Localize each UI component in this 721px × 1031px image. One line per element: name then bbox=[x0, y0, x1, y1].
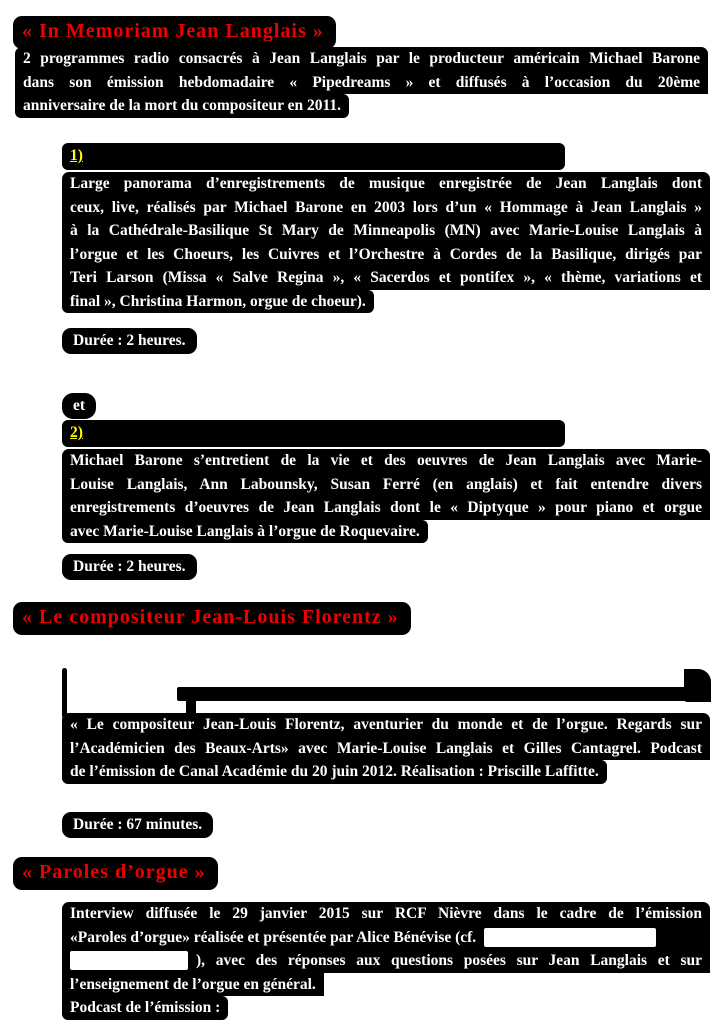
intro-line: anniversaire de la mort du compositeur en 2011. bbox=[15, 94, 349, 118]
paragraph-line: l’orgue et les Choeurs, les Cuivres et l’Orchestre à Cordes de la Basilique, dirigés par bbox=[62, 243, 710, 267]
paragraph-line: Teri Larson (Missa « Salve Regina », « Sacerdos et pontifex », « thème, variations et bbox=[62, 266, 710, 290]
program-1-marker[interactable]: 1) bbox=[70, 147, 83, 164]
paragraph-line: « Le compositeur Jean-Louis Florentz, aventurier du monde et de l’orgue. Regards sur bbox=[62, 713, 710, 737]
podcast-label: Podcast de l’émission : bbox=[62, 996, 228, 1020]
program-1-paragraph bbox=[62, 172, 710, 313]
program-2-paragraph bbox=[62, 449, 710, 543]
paragraph-line: enregistrements d’oeuvres de Jean Langlais dont le « Diptyque » pour piano et orgue bbox=[62, 496, 710, 520]
shadow-right-cap bbox=[684, 669, 711, 702]
intro-line: 2 programmes radio consacrés à Jean Langlais par le producteur américain Michael Barone bbox=[15, 47, 708, 71]
shadow-left-edge bbox=[62, 668, 67, 718]
shadow-bottom-bar bbox=[177, 687, 689, 701]
redacted-link-bar-program-1[interactable] bbox=[62, 143, 565, 170]
paragraph-line: Michael Barone s’entretient de la vie et des oeuvres de Jean Langlais avec Marie- bbox=[62, 449, 710, 473]
paragraph-line: de l’émission de Canal Académie du 20 juin 2012. Réalisation : Priscille Laffitte. bbox=[62, 760, 607, 784]
paragraph-line: Louise Langlais, Ann Labounsky, Susan Ferré (en anglais) et fait entendre divers bbox=[62, 473, 710, 497]
section-heading-paroles: « Paroles d’orgue » bbox=[13, 857, 218, 890]
paragraph-line: Interview diffusée le 29 janvier 2015 sur RCF Nièvre dans le cadre de l’émission bbox=[62, 902, 710, 926]
paragraph-line: l’enseignement de l’orgue en général. bbox=[62, 973, 324, 997]
separator-et: et bbox=[62, 393, 96, 419]
redacted-link-shadow[interactable] bbox=[62, 665, 712, 720]
duration-label-3: Durée : 67 minutes. bbox=[62, 812, 213, 838]
redacted-link-whitebox-1[interactable] bbox=[484, 928, 656, 947]
paragraph-line: final », Christina Harmon, orgue de choeur). bbox=[62, 290, 374, 314]
program-2-marker[interactable]: 2) bbox=[70, 424, 83, 441]
intro-line: dans son émission hebdomadaire « Pipedreams » et diffusés à l’occasion du 20ème bbox=[15, 71, 708, 95]
redacted-link-whitebox-2[interactable] bbox=[70, 951, 188, 970]
paragraph-line: «Paroles d’orgue» réalisée et présentée par Alice Bénévise (cf. bbox=[70, 928, 477, 946]
duration-label-2: Durée : 2 heures. bbox=[62, 554, 197, 580]
intro-paragraph bbox=[15, 47, 708, 118]
paroles-paragraph bbox=[62, 902, 710, 1020]
section-heading-florentz: « Le compositeur Jean-Louis Florentz » bbox=[13, 602, 411, 635]
florentz-paragraph bbox=[62, 713, 710, 784]
paragraph-line: Large panorama d’enregistrements de musique enregistrée de Jean Langlais dont bbox=[62, 172, 710, 196]
section-heading-memoriam: « In Memoriam Jean Langlais » bbox=[13, 16, 336, 49]
duration-label-1: Durée : 2 heures. bbox=[62, 328, 197, 354]
paragraph-line: l’Académicien des Beaux-Arts» avec Marie-Louise Langlais et Gilles Cantagrel. Podcast bbox=[62, 737, 710, 761]
paragraph-line: ceux, live, réalisés par Michael Barone en 2003 lors d’un « Hommage à Jean Langlais » bbox=[62, 196, 710, 220]
paragraph-line: ), avec des réponses aux questions posées sur Jean Langlais et sur bbox=[196, 952, 702, 969]
paragraph-line: avec Marie-Louise Langlais à l’orgue de Roquevaire. bbox=[62, 520, 428, 544]
redacted-link-bar-program-2[interactable] bbox=[62, 420, 565, 447]
paragraph-line: à la Cathédrale-Basilique St Mary de Minneapolis (MN) avec Marie-Louise Langlais à bbox=[62, 219, 710, 243]
